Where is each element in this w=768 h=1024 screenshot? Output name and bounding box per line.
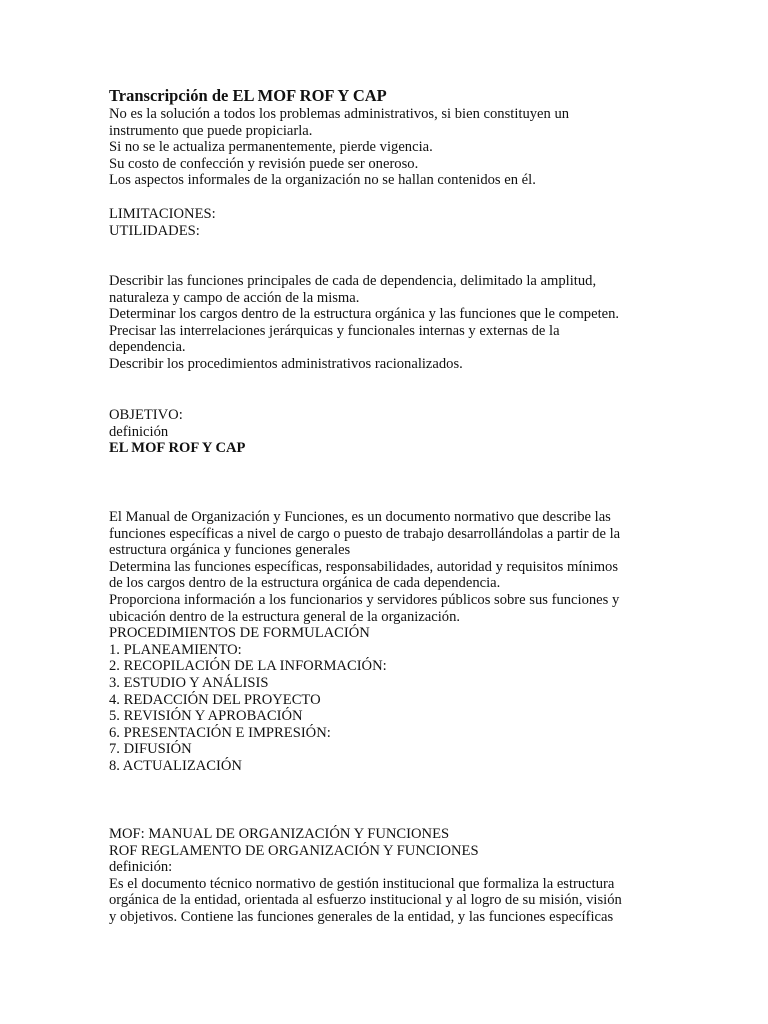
text-line: Su costo de confección y revisión puede ser oneroso. <box>109 155 419 172</box>
procedure-item: 5. REVISIÓN Y APROBACIÓN <box>109 708 303 725</box>
text-line: Proporciona información a los funcionarios y servidores públicos sobre sus funciones y <box>109 591 620 608</box>
text-line: Determina las funciones específicas, responsabilidades, autoridad y requisitos mínimos <box>109 558 619 575</box>
procedure-item: 2. RECOPILACIÓN DE LA INFORMACIÓN: <box>109 658 387 675</box>
procedure-item: 6. PRESENTACIÓN E IMPRESIÓN: <box>109 724 331 741</box>
procedure-item: 4. REDACCIÓN DEL PROYECTO <box>109 691 321 708</box>
manual-paragraph <box>109 509 669 775</box>
text-line: El Manual de Organización y Funciones, es un documento normativo que describe las <box>109 509 611 525</box>
document-title: Transcripción de EL MOF ROF Y CAP <box>109 86 387 105</box>
text-line: de los cargos dentro de la estructura orgánica de cada dependencia. <box>109 575 501 592</box>
definicion-label: definición: <box>109 859 173 876</box>
utilidades-heading: UTILIDADES: <box>109 222 200 239</box>
text-line: Precisar las interrelaciones jerárquicas y funcionales internas y externas de la <box>109 322 560 339</box>
text-line: Describir las funciones principales de cada de dependencia, delimitado la amplitud, <box>109 273 597 289</box>
text-line: dependencia. <box>109 339 186 356</box>
text-line: Determinar los cargos dentro de la estructura orgánica y las funciones que le competen. <box>109 306 620 323</box>
objetivo-label: OBJETIVO: <box>109 407 183 423</box>
text-line: Es el documento técnico normativo de gestión institucional que formaliza la estructura <box>109 875 615 892</box>
procedure-item: 1. PLANEAMIENTO: <box>109 641 242 658</box>
text-line: ubicación dentro de la estructura general de la organización. <box>109 608 461 625</box>
objetivo-section <box>109 407 669 457</box>
intro-paragraph <box>109 106 669 189</box>
section-headings <box>109 206 669 239</box>
text-line: Los aspectos informales de la organización no se hallan contenidos en él. <box>109 172 536 189</box>
text-line: instrumento que puede propiciarla. <box>109 122 313 139</box>
procedure-item: 3. ESTUDIO Y ANÁLISIS <box>109 674 269 691</box>
mof-paragraph <box>109 826 669 926</box>
definicion-label: definición <box>109 423 169 440</box>
utilidades-paragraph <box>109 273 669 373</box>
text-line: naturaleza y campo de acción de la misma. <box>109 289 360 306</box>
procedure-item: 8. ACTUALIZACIÓN <box>109 757 242 774</box>
limitaciones-heading: LIMITACIONES: <box>109 206 216 222</box>
procedures-heading: PROCEDIMIENTOS DE FORMULACIÓN <box>109 625 370 642</box>
procedure-item: 7. DIFUSIÓN <box>109 741 192 758</box>
text-line: Si no se le actualiza permanentemente, pierde vigencia. <box>109 139 433 156</box>
rof-heading: ROF REGLAMENTO DE ORGANIZACIÓN Y FUNCIONES <box>109 842 479 859</box>
text-line: Describir los procedimientos administrativos racionalizados. <box>109 355 463 372</box>
text-line: funciones específicas a nivel de cargo o puesto de trabajo desarrollándolas a partir de la <box>109 525 621 542</box>
text-line: estructura orgánica y funciones generales <box>109 542 351 559</box>
text-line: y objetivos. Contiene las funciones generales de la entidad, y las funciones específicas <box>109 908 614 925</box>
mof-heading: MOF: MANUAL DE ORGANIZACIÓN Y FUNCIONES <box>109 826 450 842</box>
section-subtitle: EL MOF ROF Y CAP <box>109 440 246 457</box>
text-line: No es la solución a todos los problemas administrativos, si bien constituyen un <box>109 106 570 122</box>
text-line: orgánica de la entidad, orientada al esfuerzo institucional y al logro de su misión, visión <box>109 892 622 909</box>
